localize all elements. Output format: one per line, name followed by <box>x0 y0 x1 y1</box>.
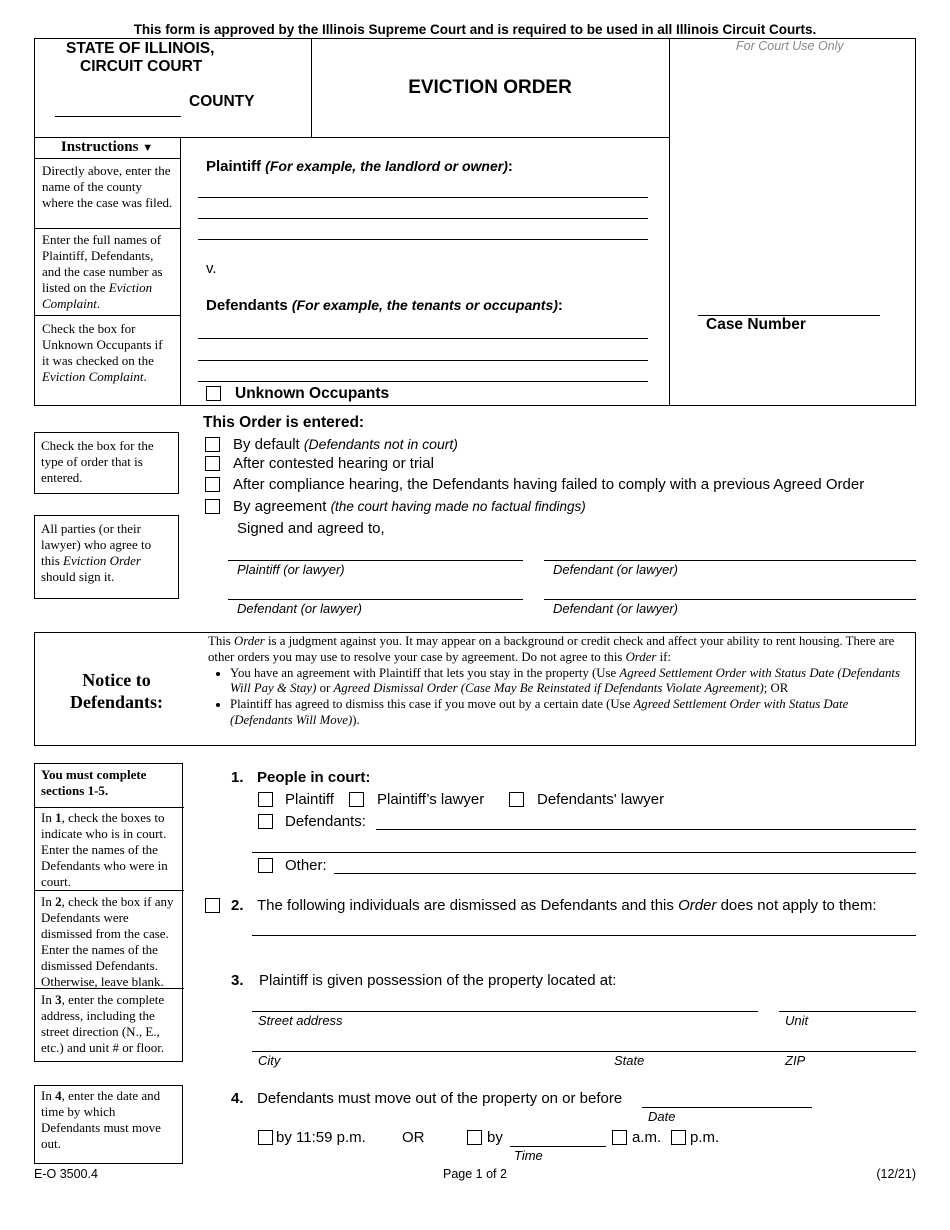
s4-time-label: Time <box>514 1148 543 1163</box>
instr-unknown: Check the box for Unknown Occupants if it was checked on the Eviction Complaint. <box>42 321 163 384</box>
plaintiff-label: Plaintiff (For example, the landlord or owner): <box>206 158 513 175</box>
s4-by-1159-checkbox[interactable] <box>258 1130 273 1145</box>
s1-defendants-line-2[interactable] <box>252 852 916 853</box>
s1-title: People in court: <box>257 769 371 786</box>
approval-notice: This form is approved by the Illinois Supreme Court and is required to be used in all Illinois Circuit Courts. <box>133 22 817 37</box>
unknown-occupants-label: Unknown Occupants <box>235 385 390 402</box>
s4-number: 4. <box>231 1090 244 1107</box>
plaintiff-line-1[interactable] <box>198 197 648 198</box>
s1-other-line[interactable] <box>334 873 916 874</box>
s1-defendants-line-1[interactable] <box>376 829 916 830</box>
instructions-heading: Instructions ▼ <box>60 139 154 155</box>
agreement-checkbox[interactable] <box>205 499 220 514</box>
s4-am-label: a.m. <box>632 1129 662 1146</box>
agreement-label: By agreement (the court having made no factual findings) <box>233 498 586 515</box>
s4-date-label: Date <box>648 1109 676 1124</box>
s4-text: Defendants must move out of the property on or before <box>257 1090 623 1107</box>
sig-line-defendant-3[interactable] <box>544 599 916 600</box>
s2-number: 2. <box>231 897 244 914</box>
sig-line-defendant-1[interactable] <box>544 560 916 561</box>
s3-state-label: State <box>614 1053 645 1068</box>
s1-plaintiff-lawyer-checkbox[interactable] <box>349 792 364 807</box>
form-date: (12/21) <box>876 1167 916 1181</box>
court-use-only: For Court Use Only <box>736 39 844 53</box>
s1-defendants-lawyer-checkbox[interactable] <box>509 792 524 807</box>
sig-defendant-label-1: Defendant (or lawyer) <box>553 562 678 577</box>
s3-text: Plaintiff is given possession of the property located at: <box>259 972 617 989</box>
s4-or: OR <box>402 1129 425 1146</box>
sig-line-plaintiff[interactable] <box>228 560 523 561</box>
s1-defendants-checkbox[interactable] <box>258 814 273 829</box>
s4-time-line[interactable] <box>510 1146 606 1147</box>
s1-plaintiff-label: Plaintiff <box>285 791 334 808</box>
instr-s1: In 1, check the boxes to indicate who is in court. Enter the names of the Defendants who were in court. <box>41 810 168 889</box>
s3-number: 3. <box>231 972 244 989</box>
s4-pm-checkbox[interactable] <box>671 1130 686 1145</box>
instr-sections-head: You must complete sections 1-5. <box>41 767 147 798</box>
case-number-label: Case Number <box>706 316 806 333</box>
instr-s2: In 2, check the box if any Defendants were dismissed from the case. Enter the names of the dismissed Defendants. Otherwise, leave blank. <box>41 894 174 989</box>
s1-plaintiff-lawyer-label: Plaintiff’s lawyer <box>377 791 485 808</box>
county-input-line[interactable] <box>55 116 181 117</box>
instr-s3: In 3, enter the complete address, including the street direction (N., E., etc.) and unit # or floor. <box>41 992 165 1055</box>
defendants-line-2[interactable] <box>198 360 648 361</box>
s1-defendants-label: Defendants: <box>285 813 366 830</box>
s3-unit-line[interactable] <box>779 1011 916 1012</box>
s4-am-checkbox[interactable] <box>612 1130 627 1145</box>
by-default-checkbox[interactable] <box>205 437 220 452</box>
s2-checkbox[interactable] <box>205 898 220 913</box>
notice-bullet-2: • Plaintiff has agreed to dismiss this case if you move out by a certain date (Use Agreed Settlement Order with Status Date (Defendants Will Move)). <box>230 697 913 729</box>
s4-by-time-checkbox[interactable] <box>467 1130 482 1145</box>
form-id: E-O 3500.4 <box>34 1167 98 1181</box>
sig-line-defendant-2[interactable] <box>228 599 523 600</box>
form-title: EVICTION ORDER <box>408 77 572 98</box>
s3-street-label: Street address <box>258 1013 343 1028</box>
contested-label: After contested hearing or trial <box>233 455 434 472</box>
instr-county: Directly above, enter the name of the county where the case was filed. <box>42 163 173 210</box>
plaintiff-line-3[interactable] <box>198 239 648 240</box>
s2-line[interactable] <box>252 935 916 936</box>
compliance-checkbox[interactable] <box>205 477 220 492</box>
unknown-occupants-checkbox[interactable] <box>206 386 221 401</box>
versus: v. <box>206 260 217 277</box>
s3-unit-label: Unit <box>785 1013 809 1028</box>
notice-text: This Order is a judgment against you. It may appear on a background or credit check and affect your ability to rent housing. There are other orders you may use to resolve your case by agreement. Do not agree to this Order if: • You have an agreement with Plaintiff that lets you stay in the property (Use Agreed Settlement Order with Status Date (Defendants Will Pay & Stay) or Agreed Dismissal Order (Case May Be Reinstated if Defendants Violate Agreement); OR • Plaintiff has agreed to dismiss this case if you move out by a certain date (Use Agreed Settlement Order with Status Date (Defendants Will Move)). <box>208 634 913 729</box>
s3-city-label: City <box>258 1053 281 1068</box>
defendants-label: Defendants (For example, the tenants or occupants): <box>206 297 563 314</box>
notice-bullet-1: • You have an agreement with Plaintiff that lets you stay in the property (Use Agreed Settlement Order with Status Date (Defendants Will Pay & Stay) or Agreed Dismissal Order (Case May Be Reinstated if Defendants Violate Agreement); OR <box>230 666 913 698</box>
s4-by-label: by <box>487 1129 503 1146</box>
triangle-down-icon[interactable]: ▼ <box>142 142 154 154</box>
compliance-label: After compliance hearing, the Defendants having failed to comply with a previous Agreed Order <box>233 476 865 493</box>
county-label: COUNTY <box>189 93 255 110</box>
s3-zip-label: ZIP <box>785 1053 806 1068</box>
instr-order-type: Check the box for the type of order that is entered. <box>41 438 154 485</box>
sig-defendant-label-2: Defendant (or lawyer) <box>237 601 362 616</box>
s1-plaintiff-checkbox[interactable] <box>258 792 273 807</box>
s2-text: The following individuals are dismissed as Defendants and this Order does not apply to them: <box>257 897 877 914</box>
plaintiff-line-2[interactable] <box>198 218 648 219</box>
s4-by-1159-label: by 11:59 p.m. <box>276 1129 366 1146</box>
s1-number: 1. <box>231 769 244 786</box>
instr-names: Enter the full names of Plaintiff, Defendants, and the case number as listed on the Eviction Complaint. <box>42 232 163 311</box>
s4-pm-label: p.m. <box>690 1129 720 1146</box>
circuit-court: CIRCUIT COURT <box>80 58 203 75</box>
sig-plaintiff-label: Plaintiff (or lawyer) <box>237 562 345 577</box>
s3-street-line[interactable] <box>252 1011 758 1012</box>
notice-title: Notice to Defendants: <box>70 670 163 712</box>
s1-other-checkbox[interactable] <box>258 858 273 873</box>
by-default-label: By default (Defendants not in court) <box>233 436 458 453</box>
instr-s4: In 4, enter the date and time by which Defendants must move out. <box>41 1088 161 1151</box>
s4-date-line[interactable] <box>642 1107 812 1108</box>
s3-city-line[interactable] <box>252 1051 916 1052</box>
order-entered-heading: This Order is entered: <box>203 414 365 431</box>
signed-agreed: Signed and agreed to, <box>237 520 385 537</box>
contested-checkbox[interactable] <box>205 456 220 471</box>
s1-defendants-lawyer-label: Defendants' lawyer <box>537 791 665 808</box>
defendants-line-1[interactable] <box>198 338 648 339</box>
state-of-illinois: STATE OF ILLINOIS, <box>66 40 215 57</box>
defendants-line-3[interactable] <box>198 381 648 382</box>
sig-defendant-label-3: Defendant (or lawyer) <box>553 601 678 616</box>
s1-other-label: Other: <box>285 857 327 874</box>
page-number: Page 1 of 2 <box>443 1167 507 1181</box>
instr-sign: All parties (or their lawyer) who agree to this Eviction Order should sign it. <box>41 521 152 584</box>
